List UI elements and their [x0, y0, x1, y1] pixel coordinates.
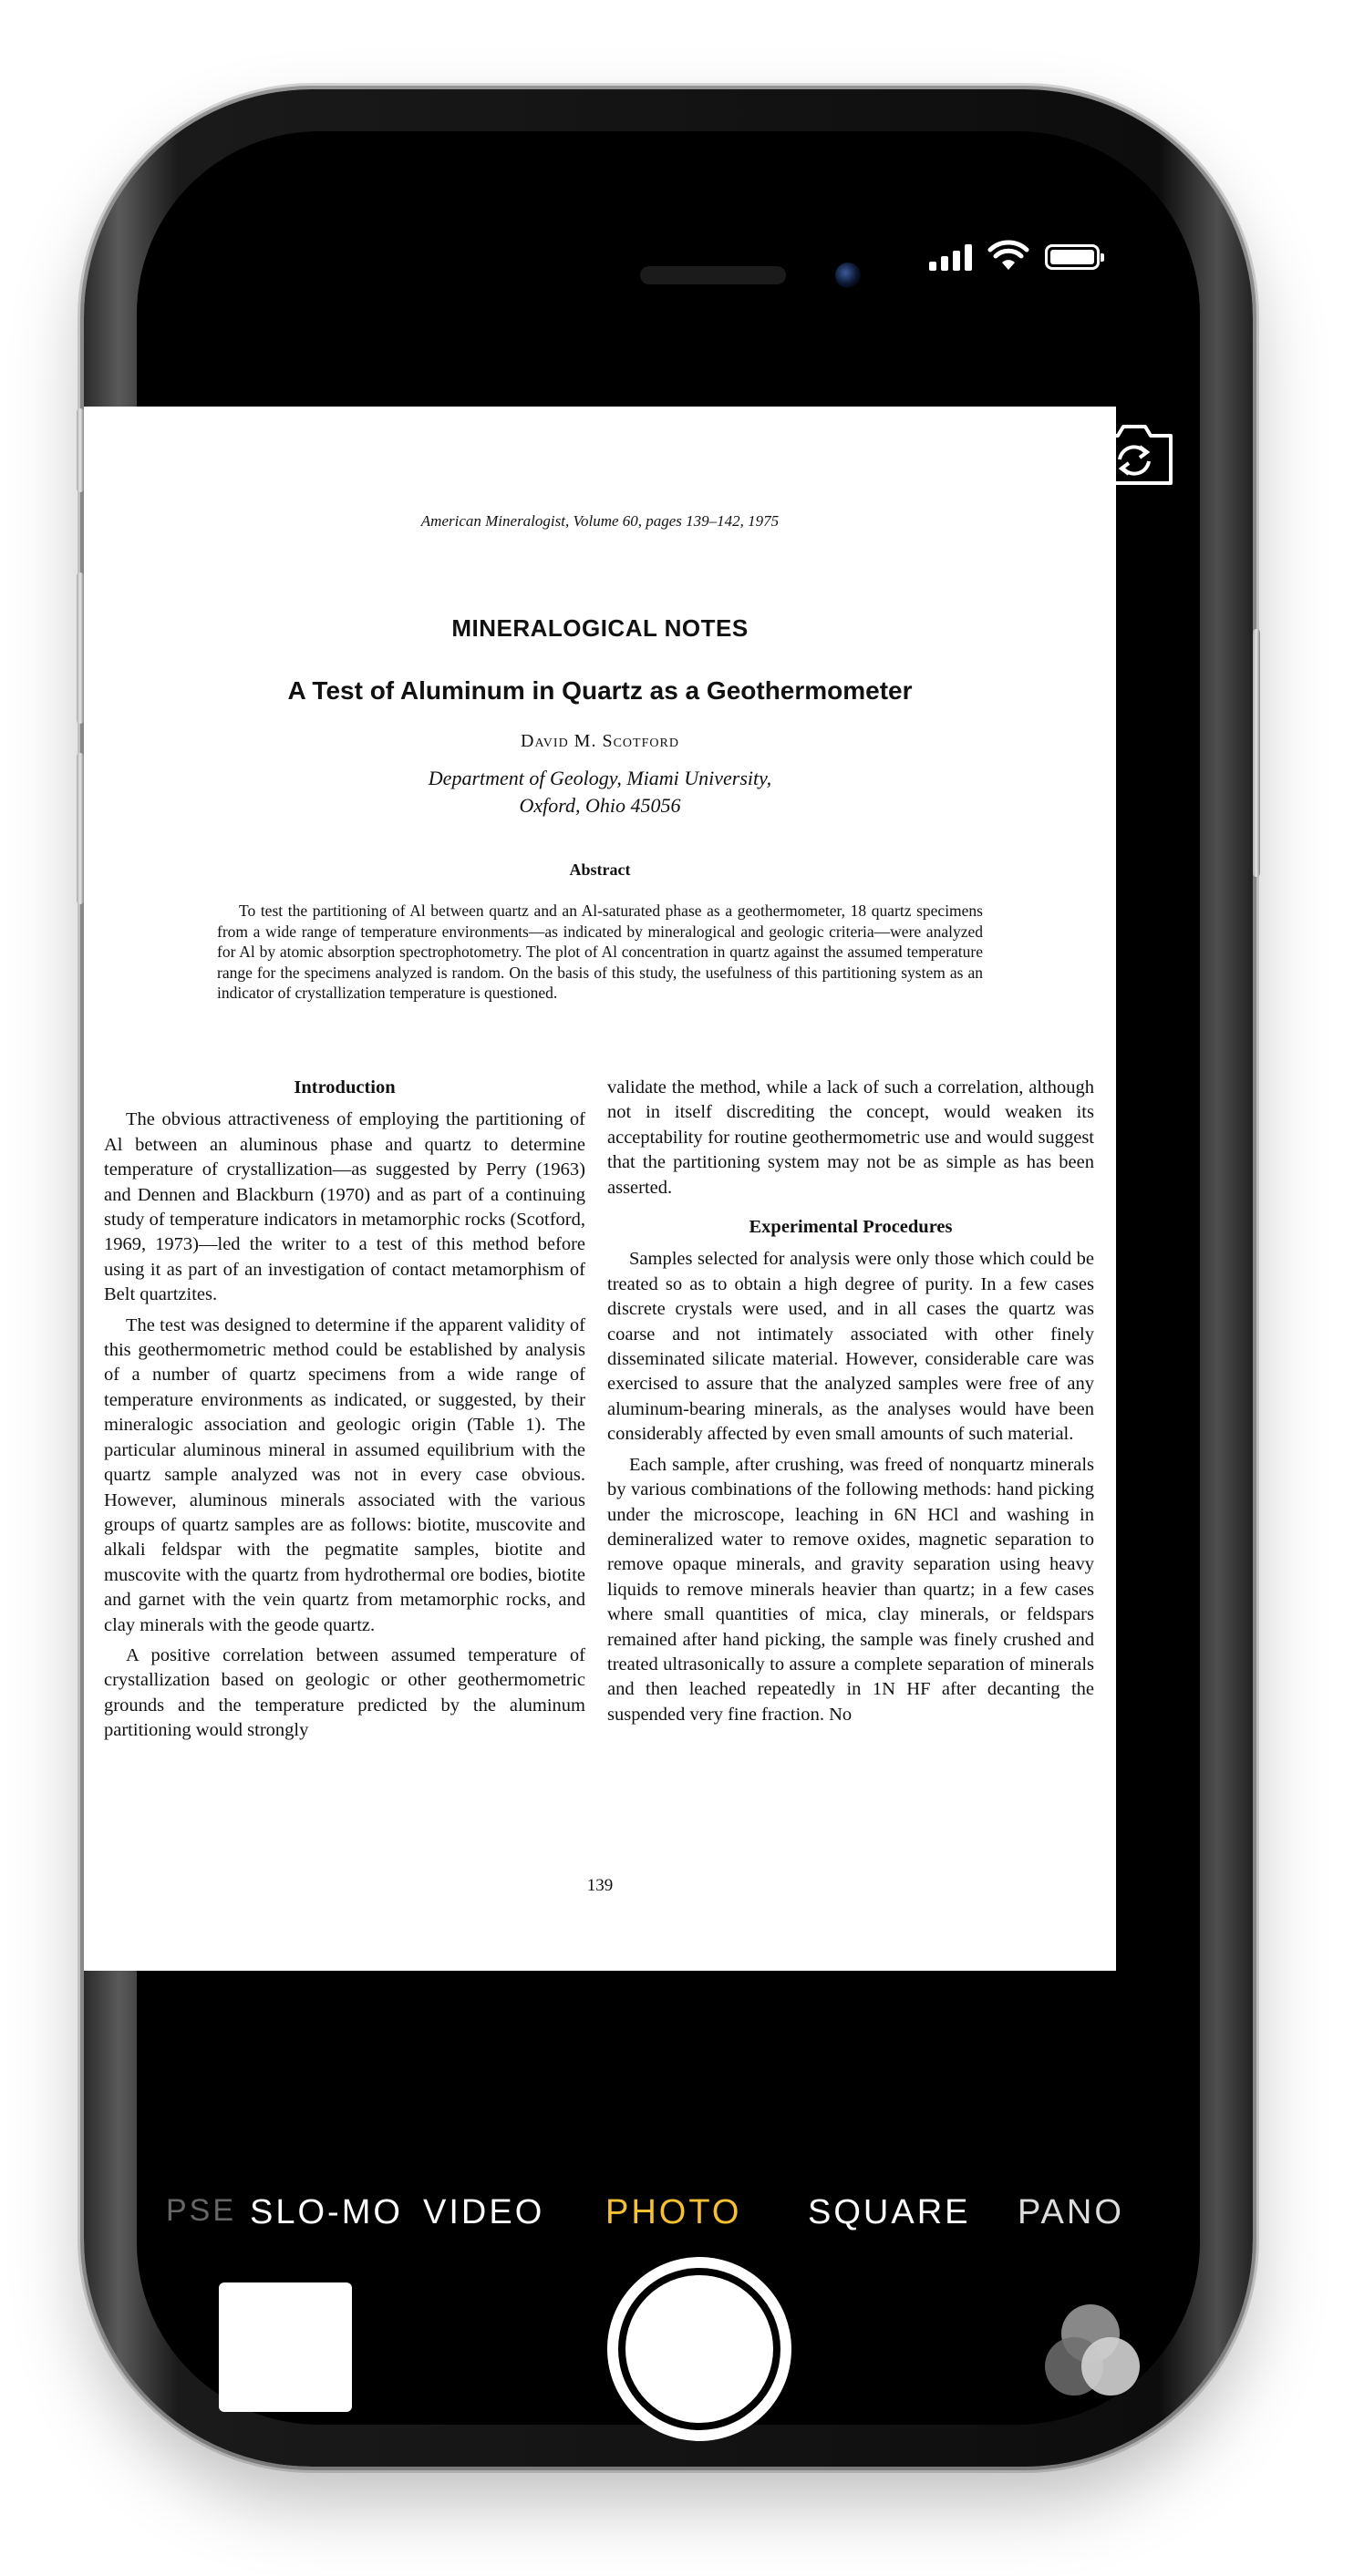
affiliation-line: Oxford, Ohio 45056: [519, 794, 681, 817]
paragraph: A positive correlation between assumed temperature of crystallization based on geologic or other geothermometric grounds and the temperature predicted by the aluminum partitioning would strongly: [104, 1644, 585, 1741]
affiliation-line: Department of Geology, Miami University,: [428, 767, 772, 789]
side-power-button: [1253, 629, 1260, 877]
right-column: [607, 1076, 1094, 1733]
volume-down-button: [77, 753, 84, 904]
battery-level: [1050, 250, 1094, 264]
left-column: [104, 1076, 585, 1749]
camera-mode-selector: [137, 2193, 1200, 2248]
paragraph: Each sample, after crushing, was freed of nonquartz minerals by various combinations of the following methods: hand picking under the microscope, leaching in 6N HCl and washing in demineralized water to remove oxides, magnetic separation to remove opaque minerals, and gravity separation using heavy liquids to remove minerals heavier than quartz; in a few cases where small quantities of mica, clay minerals, or feldspars remained after hand picking, the sample was finely crushed and treated ultrasonically to assure a complete separation of minerals and then leached repeatedly in 1N HF after decanting the suspended very fine fraction. No: [607, 1454, 1094, 1725]
mode-video[interactable]: VIDEO: [423, 2193, 545, 2231]
cellular-signal-icon: [929, 243, 972, 271]
paragraph: validate the method, while a lack of such a correlation, although not in itself discrediting the concept, would weaken its acceptability for routine geothermometric use and would suggest that the partitioning system may not be as simple as has been asserted.: [607, 1077, 1094, 1198]
mode-square[interactable]: SQUARE: [808, 2193, 971, 2231]
last-photo-thumbnail[interactable]: [219, 2282, 352, 2412]
paragraph: Samples selected for analysis were only those which could be treated so as to obtain a high degree of purity. In a few cases discrete crystals were used, and in all cases the quartz was coarse and not intimately associated with other finely disseminated silicate material. However, considerable care was exercised to assure that the analyzed samples were free of any aluminum-bearing minerals, as the analyses would have been considerably affected by even small amounts of such material.: [607, 1249, 1094, 1445]
mode-pano[interactable]: PANO: [1018, 2193, 1124, 2231]
shutter-core: [625, 2275, 773, 2423]
document-viewfinder: [84, 407, 1116, 1971]
mode-slo-mo[interactable]: SLO-MO: [250, 2193, 403, 2231]
article-title: A Test of Aluminum in Quartz as a Geothermometer: [287, 676, 913, 705]
abstract-text: To test the partitioning of Al between quartz and an Al-saturated phase as a geothermometer, 18 quartz specimens from a wide range of temperature environments—as indicated by mineralogical and geologic criteria—were analyzed for Al by atomic absorption spectrophotometry. The plot of Al concentration in quartz against the assumed temperature range for the specimens analyzed is random. On the basis of this study, the usefulness of this partitioning system as an indicator of crystallization temperature is questioned.: [217, 902, 983, 1002]
front-camera: [835, 263, 861, 288]
shutter-ring: [618, 2268, 780, 2430]
status-bar: [929, 242, 1100, 272]
paragraph: The obvious attractiveness of employing the partitioning of Al between an aluminous phase and quartz to determine temperature of crystallization—as suggested by Perry (1963) and Dennen and Blackburn (1970) and as part of a continuing study of temperature indicators in metamorphic rocks (Scotford, 1969, 1973)—led the writer to a test of this method before using it as part of an investigation of contact metamorphism of Belt quartzites.: [104, 1109, 585, 1305]
author-affiliation: [84, 765, 1116, 819]
section-heading: MINERALOGICAL NOTES: [451, 614, 749, 642]
battery-icon: [1045, 244, 1100, 270]
mode-time-lapse[interactable]: PSE: [166, 2193, 237, 2228]
author-name: David M. Scotford: [521, 731, 679, 751]
shutter-button[interactable]: [607, 2257, 791, 2441]
introduction-heading: Introduction: [294, 1077, 396, 1097]
experimental-heading: Experimental Procedures: [749, 1217, 953, 1238]
page-number: 139: [586, 1876, 614, 1895]
journal-citation: American Mineralogist, Volume 60, pages 139–142, 1975: [420, 512, 780, 530]
mode-photo[interactable]: PHOTO: [605, 2193, 742, 2231]
speaker-grille: [640, 266, 786, 284]
paragraph: The test was designed to determine if the apparent validity of this geothermometric method could be established by analysis of a number of quartz specimens from a wide range of temperature environments as indicated, or suggested, by their mineralogic association and geologic origin (Table 1). The particular aluminous mineral in assumed equilibrium with the quartz sample analyzed was not in every case obvious. However, aluminous minerals associated with the various groups of quartz samples are as follows: biotite, muscovite and alkali feldspar with the pegmatite samples, biotite and muscovite with the quartz from hydrothermal ore bodies, biotite and garnet with the vein quartz from metamorphic rocks, and clay minerals with the geode quartz.: [104, 1314, 585, 1635]
wifi-icon: [988, 242, 1028, 272]
abstract-heading: Abstract: [569, 860, 631, 879]
mute-switch: [77, 408, 84, 492]
filters-icon[interactable]: [1045, 2304, 1163, 2405]
volume-up-button: [77, 572, 84, 724]
